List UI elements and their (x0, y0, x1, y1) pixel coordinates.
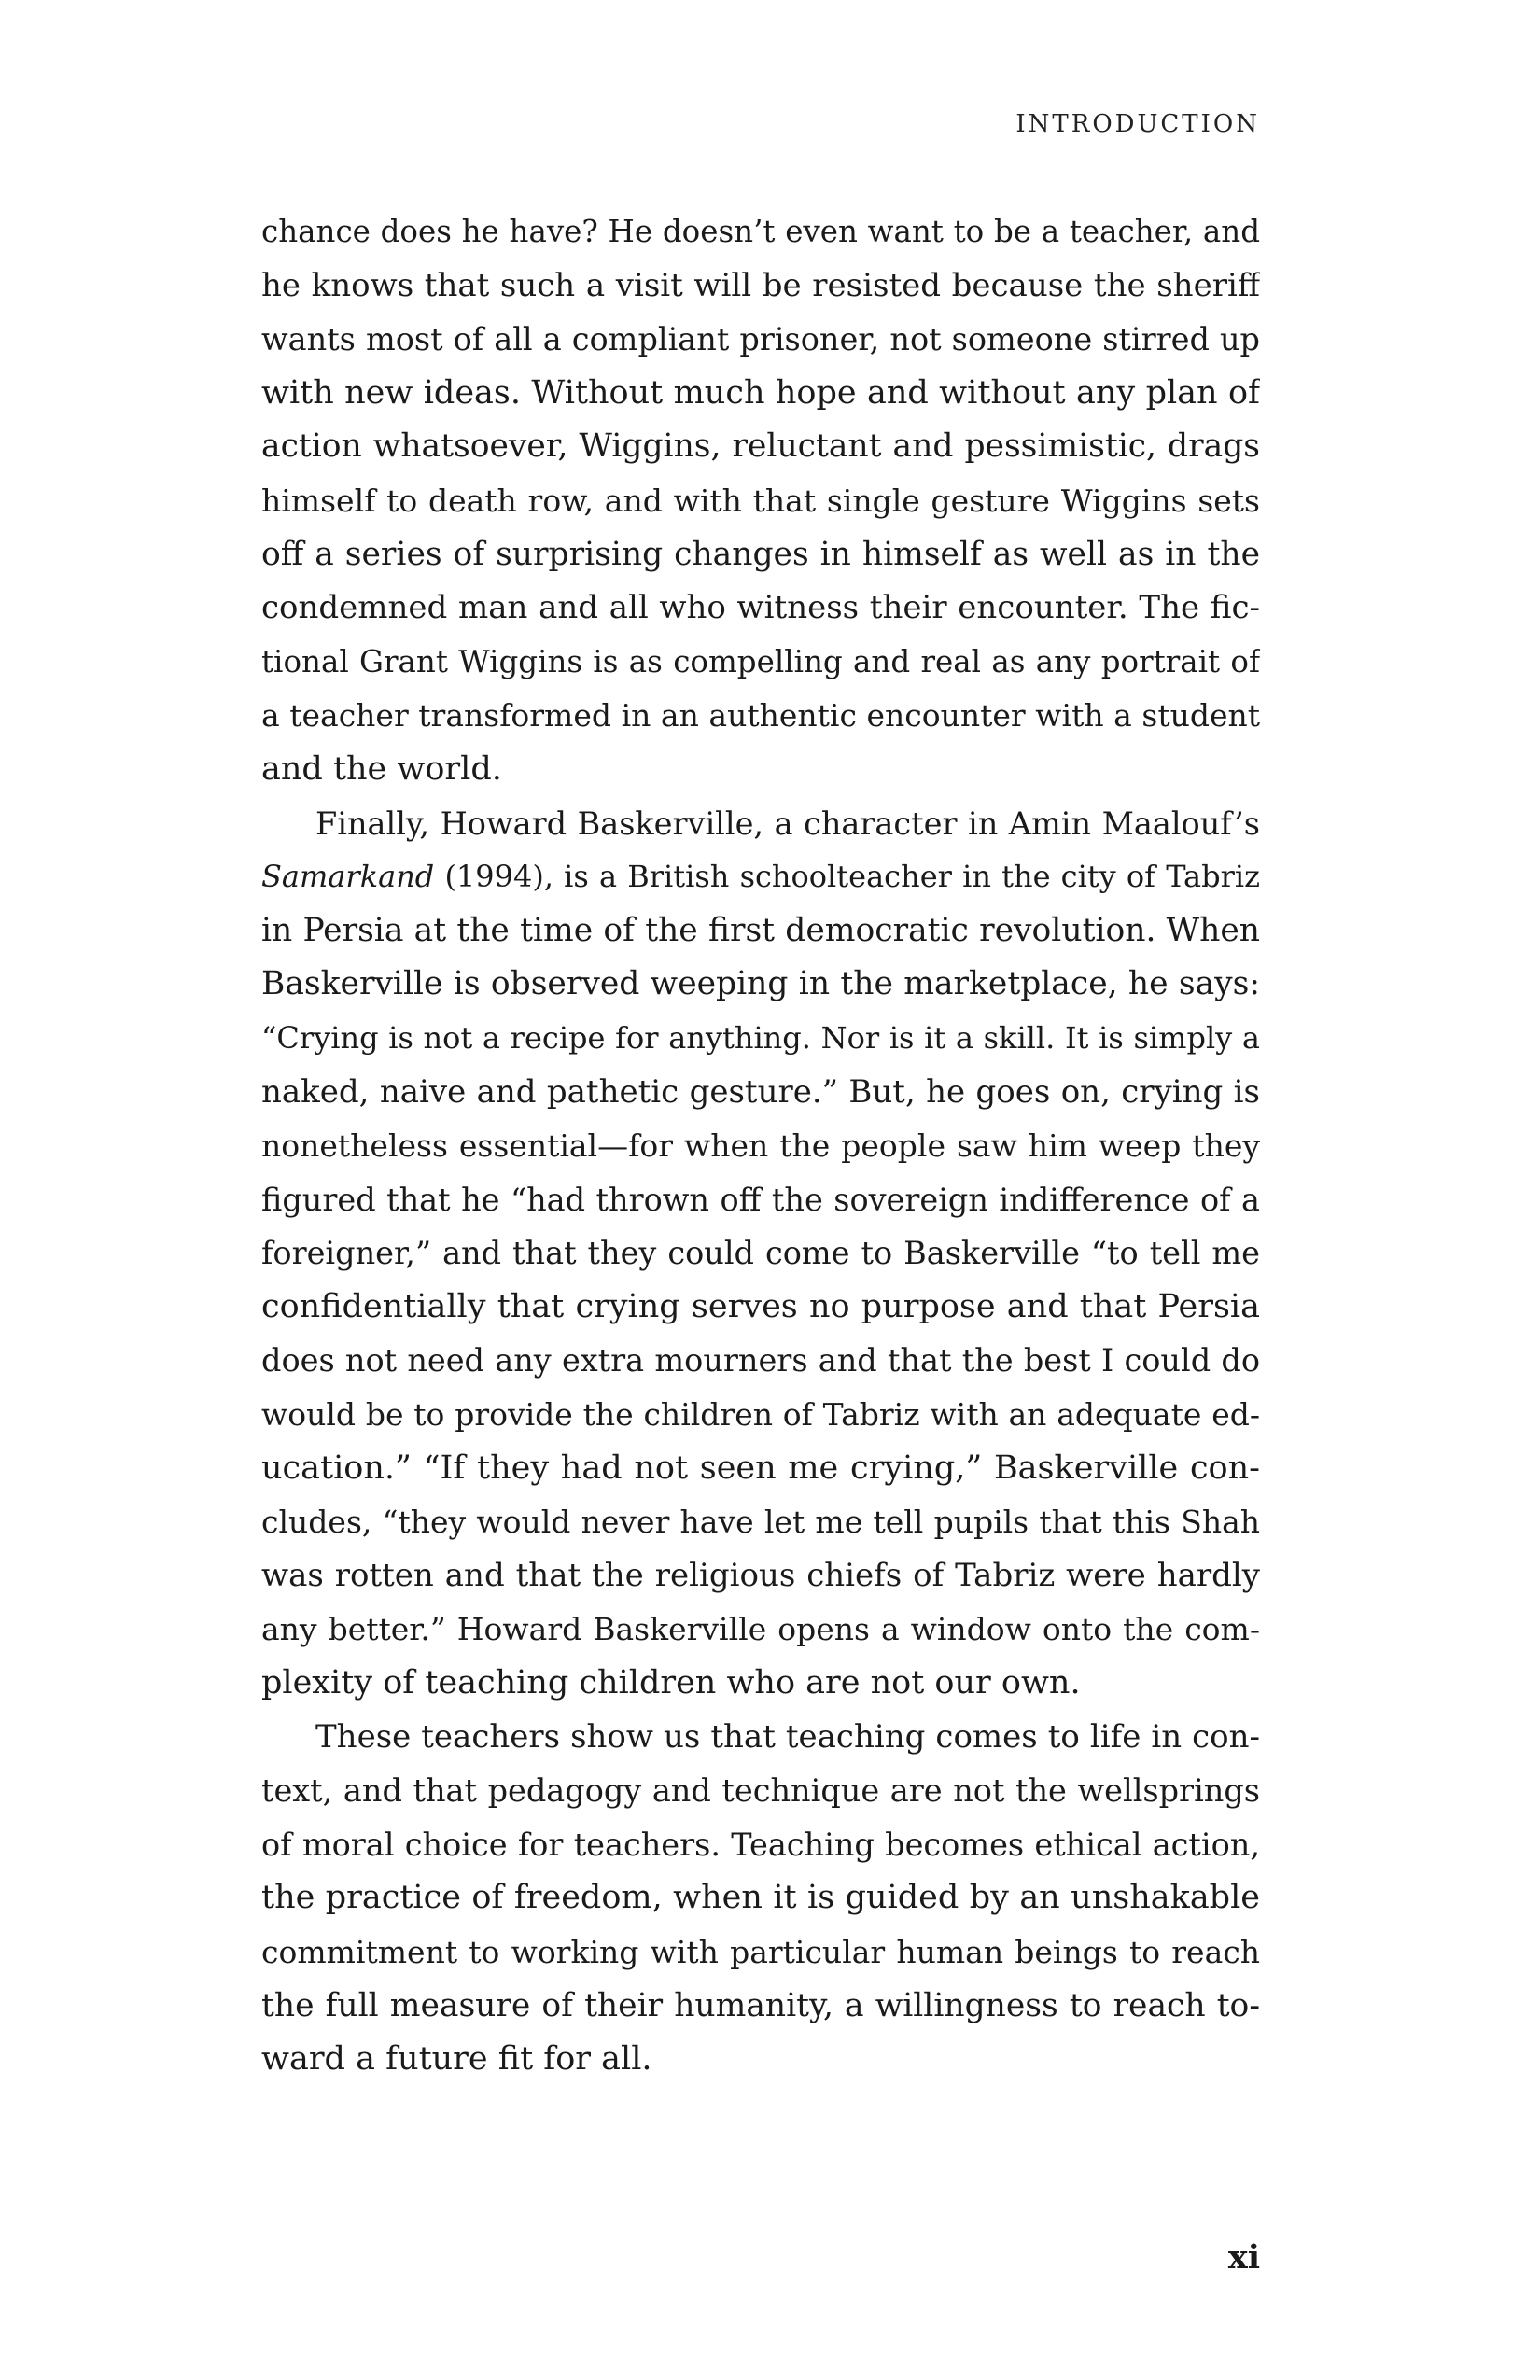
paragraph-2 (261, 797, 1260, 1711)
running-head: INTRODUCTION (1015, 110, 1260, 138)
text-line: Finally, Howard Baskerville, a character in Amin Maalouf’s (315, 805, 1260, 842)
text-line: himself to death row, and with that single gesture Wiggins sets (261, 482, 1260, 519)
text-fragment: (1994), is a British schoolteacher in the city of Tabriz (434, 859, 1260, 895)
body-text (261, 205, 1260, 2087)
book-title: Samarkand (261, 859, 435, 895)
text-line: ward a future fit for all. (261, 2040, 652, 2079)
text-line: “Crying is not a recipe for anything. Nor is it a skill. It is simply a (261, 1019, 1260, 1056)
text-line: in Persia at the time of the first democratic revolution. When (261, 911, 1260, 949)
paragraph-1 (261, 205, 1260, 797)
text-line: the full measure of their humanity, a willingness to reach to- (261, 1986, 1260, 2024)
text-line: a teacher transformed in an authentic encounter with a student (261, 697, 1260, 735)
text-line: was rotten and that the religious chiefs of Tabriz were hardly (261, 1556, 1260, 1594)
text-line: does not need any extra mourners and that the best I could do (261, 1342, 1260, 1379)
page-number: xi (1227, 2238, 1260, 2276)
text-line: he knows that such a visit will be resisted because the sheriff (261, 266, 1260, 304)
text-line: wants most of all a compliant prisoner, not someone stirred up (261, 321, 1260, 358)
text-line: plexity of teaching children who are not our own. (261, 1664, 1081, 1702)
text-line: ucation.” “If they had not seen me crying,” Baskerville con- (261, 1449, 1260, 1487)
text-line: chance does he have? He doesn’t even want to be a teacher, and (261, 214, 1260, 249)
text-line: condemned man and all who witness their encounter. The fic- (261, 589, 1260, 627)
text-line: action whatsoever, Wiggins, reluctant and pessimistic, drags (261, 427, 1260, 466)
text-line: and the world. (261, 749, 502, 788)
text-line: with new ideas. Without much hope and without any plan of (261, 373, 1260, 412)
text-line: nonetheless essential—for when the people saw him weep they (261, 1127, 1260, 1165)
text-line: text, and that pedagogy and technique are not the wellsprings (261, 1772, 1260, 1810)
text-line: off a series of surprising changes in himself as well as in the (261, 535, 1260, 573)
text-line: These teachers show us that teaching comes to life in con- (315, 1717, 1260, 1756)
text-line: Baskerville is observed weeping in the marketplace, he says: (261, 965, 1260, 1003)
text-line: of moral choice for teachers. Teaching becomes ethical action, (261, 1826, 1260, 1863)
text-line: confidentially that crying serves no purpose and that Persia (261, 1287, 1260, 1325)
text-line: foreigner,” and that they could come to Baskerville “to tell me (261, 1235, 1260, 1272)
text-line: any better.” Howard Baskerville opens a window onto the com- (261, 1611, 1260, 1648)
paragraph-3 (261, 1711, 1260, 2087)
text-line: would be to provide the children of Tabriz with an adequate ed- (261, 1396, 1260, 1434)
text-line: tional Grant Wiggins is as compelling and real as any portrait of (261, 643, 1260, 679)
text-line: commitment to working with particular human beings to reach (261, 1934, 1260, 1970)
text-line: cludes, “they would never have let me tell pupils that this Shah (261, 1504, 1260, 1541)
text-line: figured that he “had thrown off the sovereign indifference of a (261, 1181, 1260, 1218)
text-line-with-title (261, 850, 1260, 904)
text-line: naked, naive and pathetic gesture.” But, he goes on, crying is (261, 1072, 1260, 1111)
text-line: the practice of freedom, when it is guided by an unshakable (261, 1879, 1260, 1917)
